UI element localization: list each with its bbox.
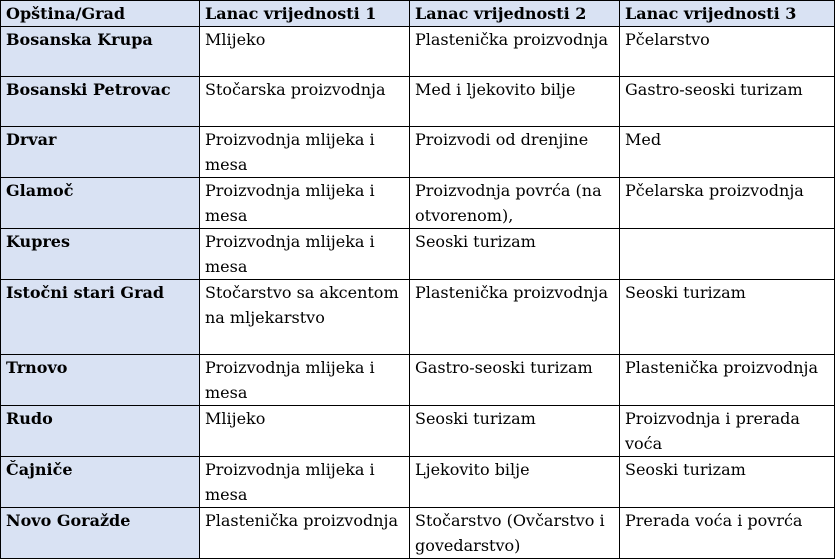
table-row [1,27,835,77]
value-chain-3-cell: Seoski turizam [620,457,835,508]
value-chain-2-cell: Plastenička proizvodnja [410,280,620,355]
value-chain-2-cell: Seoski turizam [410,229,620,280]
value-chain-3-cell [620,229,835,280]
header-value-chain-2: Lanac vrijednosti 2 [410,1,620,27]
table-row [1,127,835,178]
municipality-cell: Kupres [1,229,200,280]
municipality-cell: Glamoč [1,178,200,229]
value-chain-2-cell: Plastenička proizvodnja [410,27,620,77]
header-municipality: Opština/Grad [1,1,200,27]
table-row [1,406,835,457]
value-chain-2-cell: Gastro-seoski turizam [410,355,620,406]
value-chain-1-cell: Proizvodnja mlijeka i mesa [200,178,410,229]
value-chain-2-cell: Med i ljekovito bilje [410,77,620,127]
value-chain-2-cell: Seoski turizam [410,406,620,457]
value-chain-3-cell: Prerada voća i povrća [620,508,835,559]
table-row [1,355,835,406]
header-value-chain-3: Lanac vrijednosti 3 [620,1,835,27]
header-row [1,1,835,27]
value-chain-2-cell: Stočarstvo (Ovčarstvo i govedarstvo) [410,508,620,559]
value-chain-1-cell: Proizvodnja mlijeka i mesa [200,229,410,280]
table-row [1,280,835,355]
value-chain-3-cell: Proizvodnja i prerada voća [620,406,835,457]
value-chain-1-cell: Stočarstvo sa akcentom na mljekarstvo [200,280,410,355]
table-row [1,178,835,229]
value-chain-3-cell: Med [620,127,835,178]
value-chain-1-cell: Mlijeko [200,406,410,457]
value-chain-2-cell: Ljekovito bilje [410,457,620,508]
value-chain-3-cell: Seoski turizam [620,280,835,355]
table-row [1,508,835,559]
value-chain-3-cell: Pčelarska proizvodnja [620,178,835,229]
value-chain-1-cell: Stočarska proizvodnja [200,77,410,127]
municipality-cell: Novo Goražde [1,508,200,559]
value-chain-3-cell: Gastro-seoski turizam [620,77,835,127]
municipality-cell: Bosanska Krupa [1,27,200,77]
value-chain-1-cell: Proizvodnja mlijeka i mesa [200,457,410,508]
municipality-cell: Drvar [1,127,200,178]
value-chain-1-cell: Proizvodnja mlijeka i mesa [200,355,410,406]
municipality-cell: Bosanski Petrovac [1,77,200,127]
table-row [1,457,835,508]
table-row [1,77,835,127]
value-chain-2-cell: Proizvodi od drenjine [410,127,620,178]
municipality-cell: Čajniče [1,457,200,508]
table-row [1,229,835,280]
municipality-cell: Trnovo [1,355,200,406]
municipality-cell: Istočni stari Grad [1,280,200,355]
municipality-cell: Rudo [1,406,200,457]
value-chain-1-cell: Plastenička proizvodnja [200,508,410,559]
value-chain-2-cell: Proizvodnja povrća (na otvorenom), [410,178,620,229]
header-value-chain-1: Lanac vrijednosti 1 [200,1,410,27]
value-chain-1-cell: Mlijeko [200,27,410,77]
value-chain-1-cell: Proizvodnja mlijeka i mesa [200,127,410,178]
value-chain-3-cell: Pčelarstvo [620,27,835,77]
value-chain-3-cell: Plastenička proizvodnja [620,355,835,406]
